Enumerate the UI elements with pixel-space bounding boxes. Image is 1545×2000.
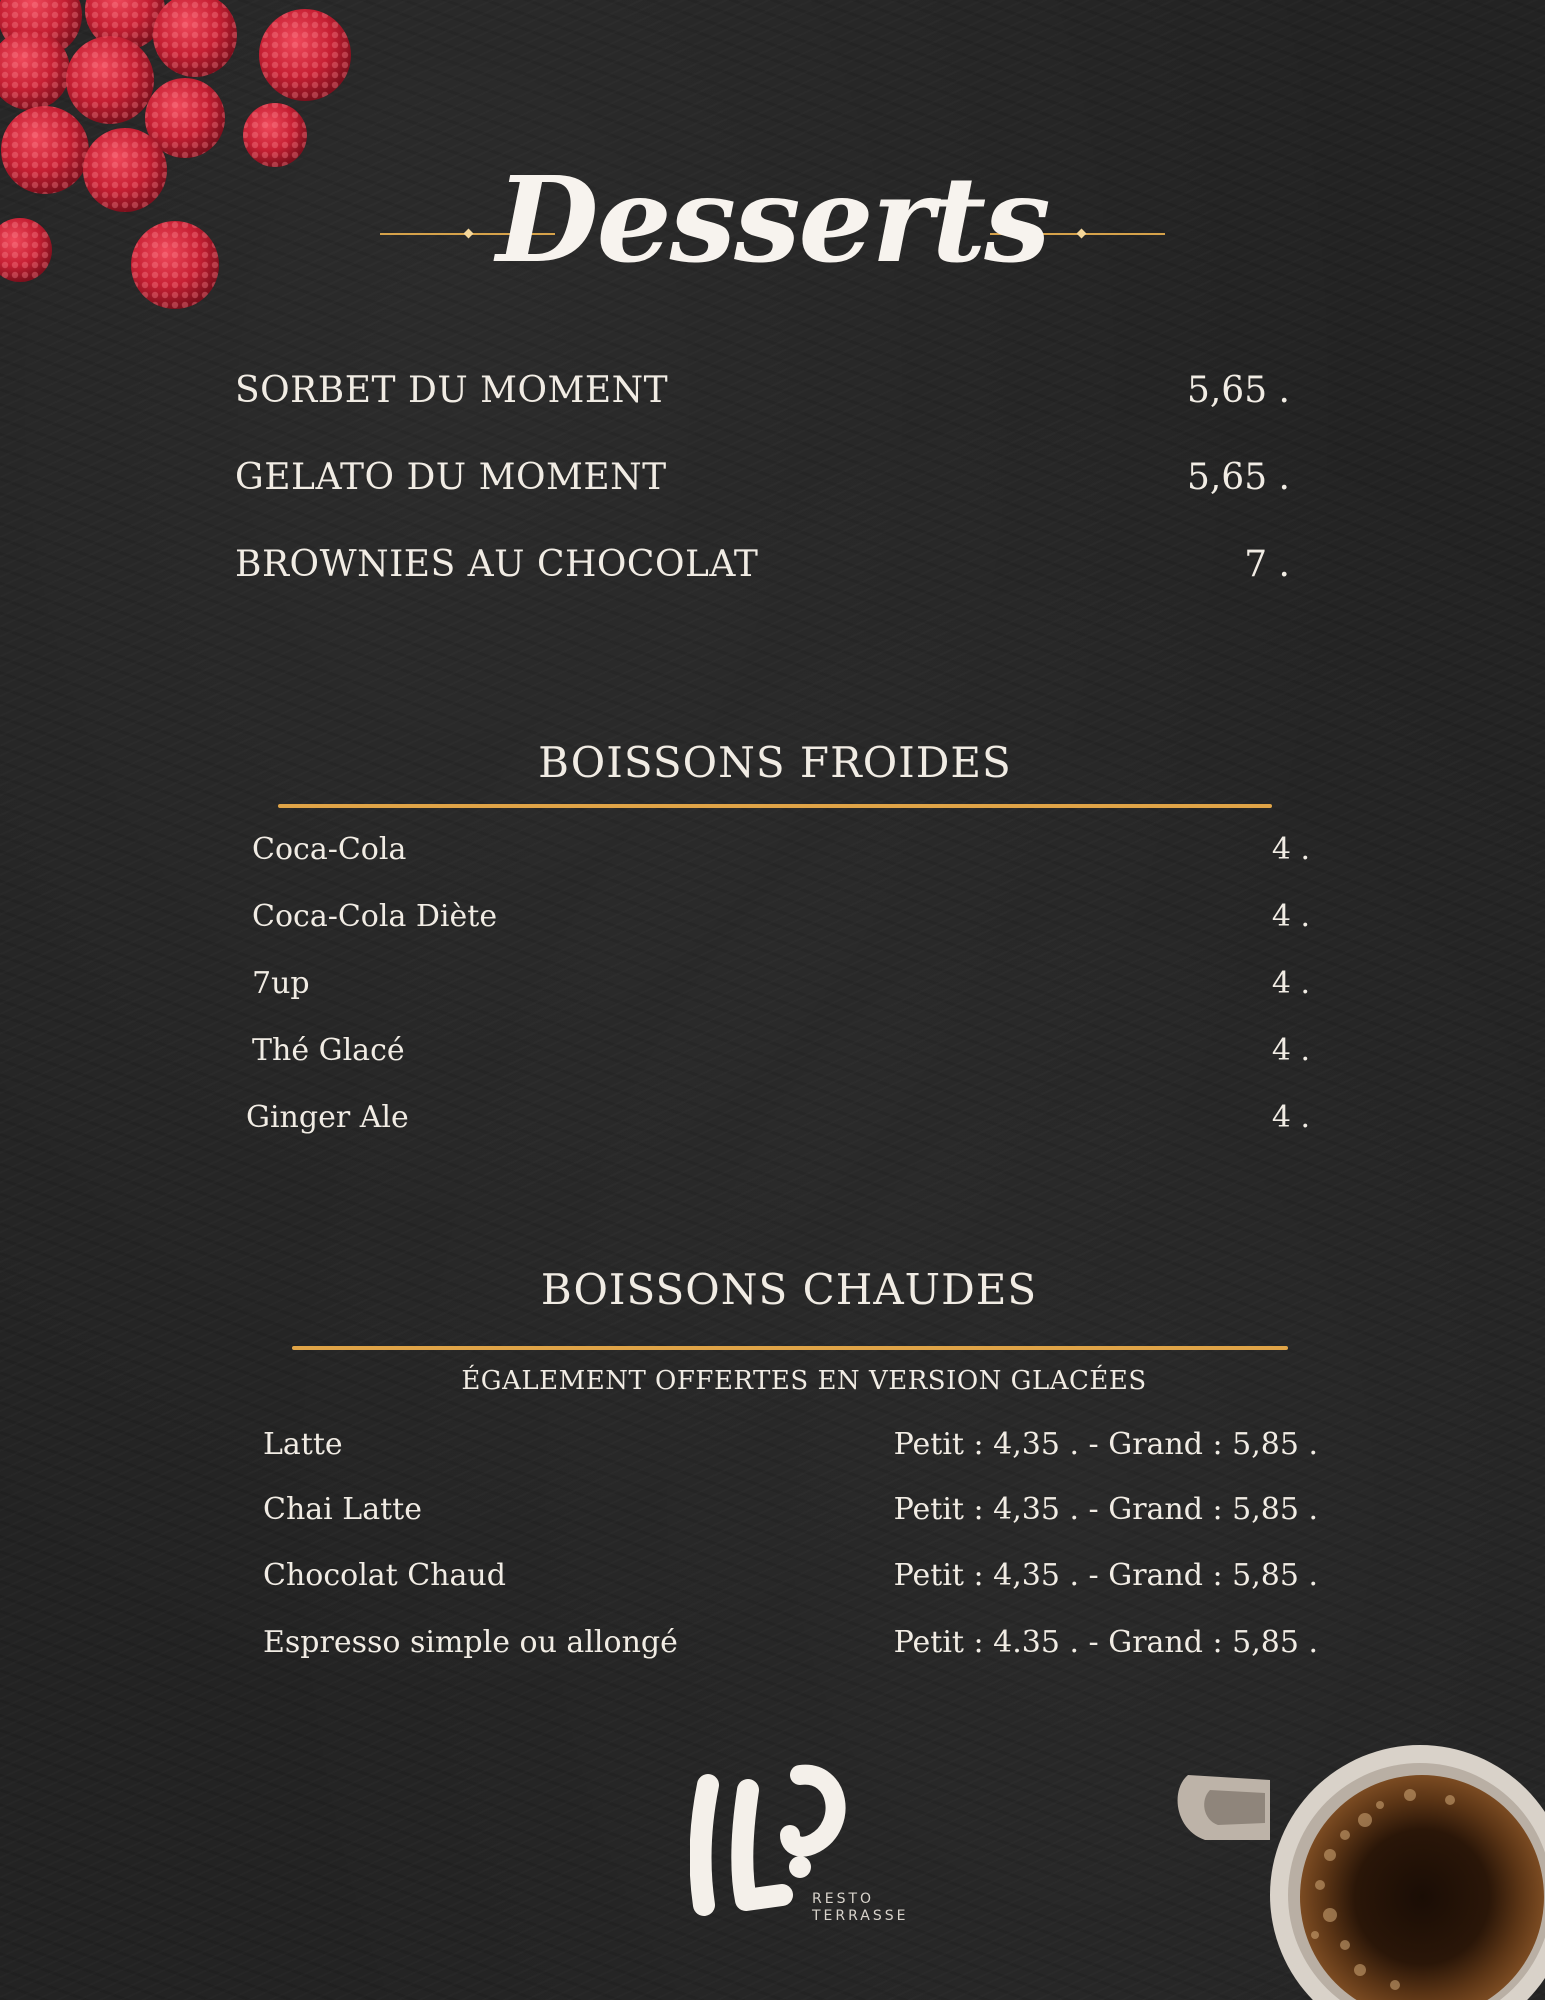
cold-drink-price: 4 . (1271, 1033, 1310, 1068)
hot-drinks-rule (292, 1346, 1288, 1350)
hot-drink-name: Chocolat Chaud (263, 1558, 506, 1593)
dessert-item-price: 5,65 . (1186, 457, 1290, 498)
cold-drinks-rule (278, 804, 1272, 808)
dessert-item-name: SORBET DU MOMENT (235, 370, 669, 411)
hot-drink-name: Chai Latte (263, 1492, 422, 1527)
cold-drink-name: Coca-Cola Diète (252, 899, 498, 934)
cold-drinks-title: BOISSONS FROIDES (538, 738, 1012, 787)
hot-drinks-title: BOISSONS CHAUDES (540, 1265, 1038, 1314)
cold-drink-name: Coca-Cola (252, 832, 407, 867)
menu-title-block (0, 150, 1545, 310)
cold-drink-price: 4 . (1271, 899, 1310, 934)
logo-text-resto: RESTO (812, 1891, 875, 1907)
cold-drink-name: 7up (252, 966, 310, 1001)
cold-drink-name: Thé Glacé (252, 1033, 405, 1068)
hot-drink-name: Latte (263, 1427, 343, 1462)
logo-text-terrasse: TERRASSE (812, 1908, 909, 1924)
dessert-item-price: 5,65 . (1186, 370, 1290, 411)
coffee-cup-image (1170, 1745, 1545, 2000)
dessert-item-name: GELATO DU MOMENT (235, 457, 667, 498)
hot-drink-price: Petit : 4,35 . - Grand : 5,85 . (893, 1558, 1318, 1593)
cold-drink-price: 4 . (1271, 832, 1310, 867)
hot-drinks-note: ÉGALEMENT OFFERTES EN VERSION GLACÉES (461, 1366, 1147, 1396)
hot-drink-price: Petit : 4.35 . - Grand : 5,85 . (893, 1625, 1318, 1660)
page-title: Desserts (496, 150, 1049, 289)
cold-drink-name: Ginger Ale (246, 1100, 409, 1135)
hot-drink-price: Petit : 4,35 . - Grand : 5,85 . (893, 1492, 1318, 1527)
cold-drink-price: 4 . (1271, 966, 1310, 1001)
cold-drink-price: 4 . (1271, 1100, 1310, 1135)
dessert-item-name: BROWNIES AU CHOCOLAT (235, 544, 759, 585)
hot-drink-name: Espresso simple ou allongé (263, 1625, 678, 1660)
hot-drink-price: Petit : 4,35 . - Grand : 5,85 . (893, 1427, 1318, 1462)
dessert-item-price: 7 . (1244, 544, 1290, 585)
